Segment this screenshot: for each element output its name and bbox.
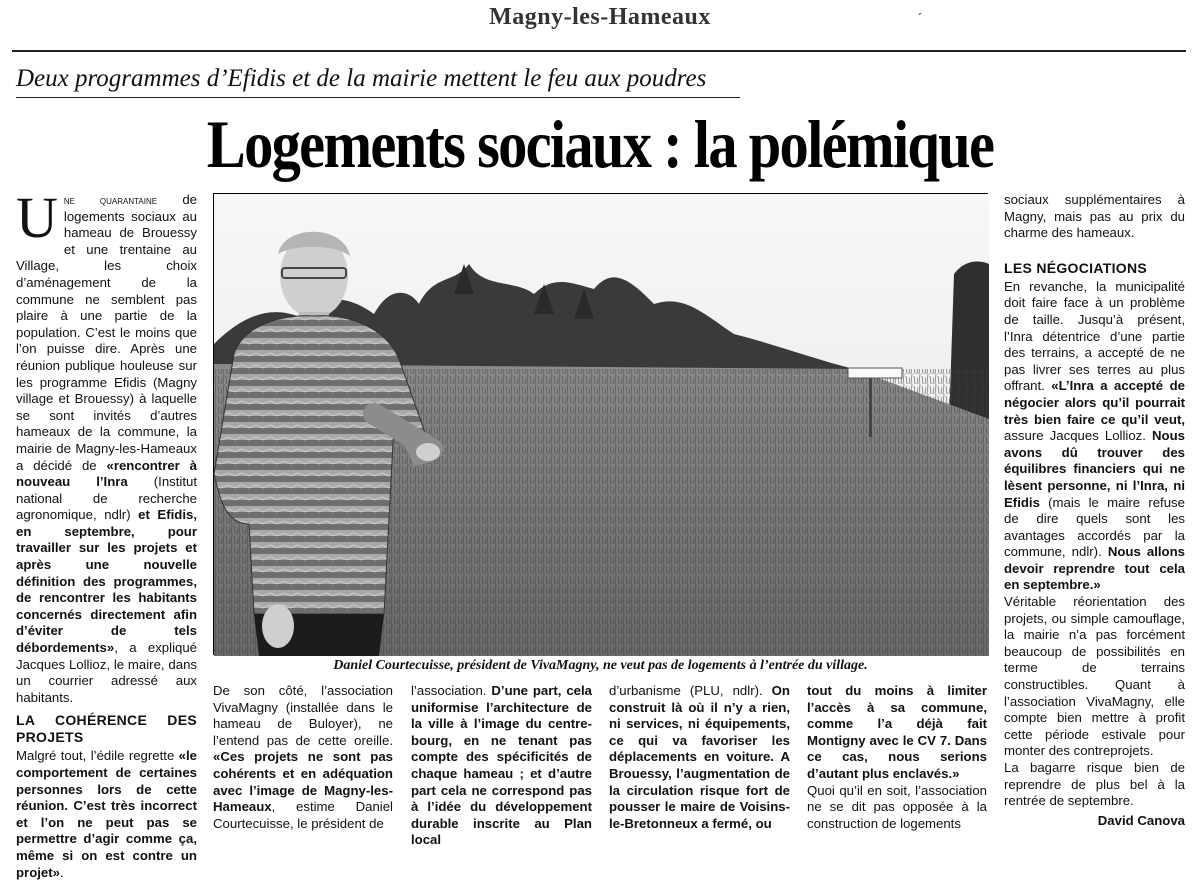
paragraph: En revanche, la municipalité doit faire face à un problème de taille. Jusqu’à présent, l’Inra détentrice d’une partie des terrains, a accepté de ne pas livrer ses terres au plus offrant. «L’Inra a accepté de négocier alors qu’il pourrait très bien faire ce qu’il veut, assure Jacques Lollioz. Nous avons dû trouver des équilibres financiers qui ne lèsent personne, ni l’Inra, ni Efidis (mais le maire refuse de dire quels sont les avantages accordés par la commune, ndlr). Nous allons devoir reprendre tout cela en septembre.» [1004, 278, 1185, 593]
author-signature: David Canova [1097, 812, 1185, 828]
column-4 [609, 683, 790, 843]
drop-cap: U [16, 185, 58, 250]
paragraph: Malgré tout, l’édile regrette «le comportement de certaines personnes lors de cette réunion. C’est très incorrect et l’on ne peut pas se permettre d’agir comme ça, même si on est contre un projet». [16, 748, 197, 880]
paragraph: De son côté, l’association VivaMagny (installée dans le hameau de Buloyer), ne l’entend pas de cette oreille. «Ces projets ne sont pas cohérents et en adéquation avec l’image de Magny-les-Hameaux, estime Daniel Courtecuisse, le président de [213, 683, 393, 831]
column-2 [213, 683, 393, 843]
paragraph: l’association. D’une part, cela uniformise l’architecture de la ville à l’image du centre-bourg, en ne tenant pas compte des spécificités de chaque hameau ; et d’autre part cela ne correspond pas à l’idée du développement durable inscrite au Plan local [411, 683, 592, 848]
column-6 [1004, 192, 1185, 842]
column-1 [16, 185, 198, 880]
article-photo [213, 193, 988, 655]
corner-mark: ´ [918, 10, 923, 26]
paragraph: Véritable réorientation des projets, ou simple camouflage, la mairie n’a pas forcément beaucoup de possibilités en terme de terrains constructibles. Quant à l’association VivaMagny, elle compte bien mettre à profit cette période estivale pour monter des contreprojets. [1004, 594, 1185, 759]
top-rule [12, 50, 1186, 52]
article-headline: Logements sociaux : la polémique [206, 106, 994, 182]
lead-smallcaps: ne quarantaine [63, 193, 158, 207]
deck-rule [16, 97, 740, 98]
column-5 [807, 683, 987, 843]
paragraph: Quoi qu’il en soit, l’association ne se dit pas opposée à la construction de logements [807, 782, 987, 831]
article-deck: Deux programmes d’Efidis et de la mairie mettent le feu aux poudres [16, 65, 707, 92]
paragraph: La bagarre risque bien de reprendre de plus bel à la rentrée de septembre. [1004, 760, 1185, 809]
paragraph: d’urbanisme (PLU, ndlr). On construit là où il n’y a rien, ni services, ni équipements, ce qui va favoriser les déplacements en voiture. A Brouessy, l’augmentation de la circulation risque fort de pousser le maire de Voisins-le-Bretonneux a fermé, ou [609, 683, 790, 831]
lead-paragraph: Une quarantaine de logements sociaux au hameau de Brouessy et une trentaine au Village, les choix d’aménagement de la commune ne semblent pas plaire à une partie de la population. C’est le moins que l’on puisse dire. Après une réunion publique houleuse sur les programme Efidis (Magny village et Brouessy) à laquelle se sont invités d’autres hameaux de la commune, la mairie de Magny-les-Hameaux a décidé de «rencontrer à nouveau l’Inra (Institut national de recherche agronomique, ndlr) et Efidis, en septembre, pour travailler sur les projets et après une nouvelle définition des programmes, de rencontrer les habitants concernés directement afin d’éviter de tels débordements», a expliqué Jacques Lollioz, le maire, dans un courrier adressé aux habitants. [16, 185, 198, 705]
column-3 [411, 683, 592, 848]
paragraph: sociaux supplémentaires à Magny, mais pas au prix du charme des hameaux. [1004, 192, 1185, 241]
section-kicker: Magny-les-Hameaux [489, 4, 711, 30]
subhead-negociations: LES NÉGOCIATIONS [1004, 259, 1147, 276]
paragraph: tout du moins à limiter l’accès à sa commune, comme l’a déjà fait Montigny avec le CV 7. Dans ce cas, nous serions d’autant plus enclavés.» [807, 683, 987, 781]
photo-caption: Daniel Courtecuisse, président de VivaMagny, ne veut pas de logements à l’entrée du village. [333, 658, 868, 673]
subhead-coherence: LA COHÉRENCE DES PROJETS [16, 712, 197, 746]
